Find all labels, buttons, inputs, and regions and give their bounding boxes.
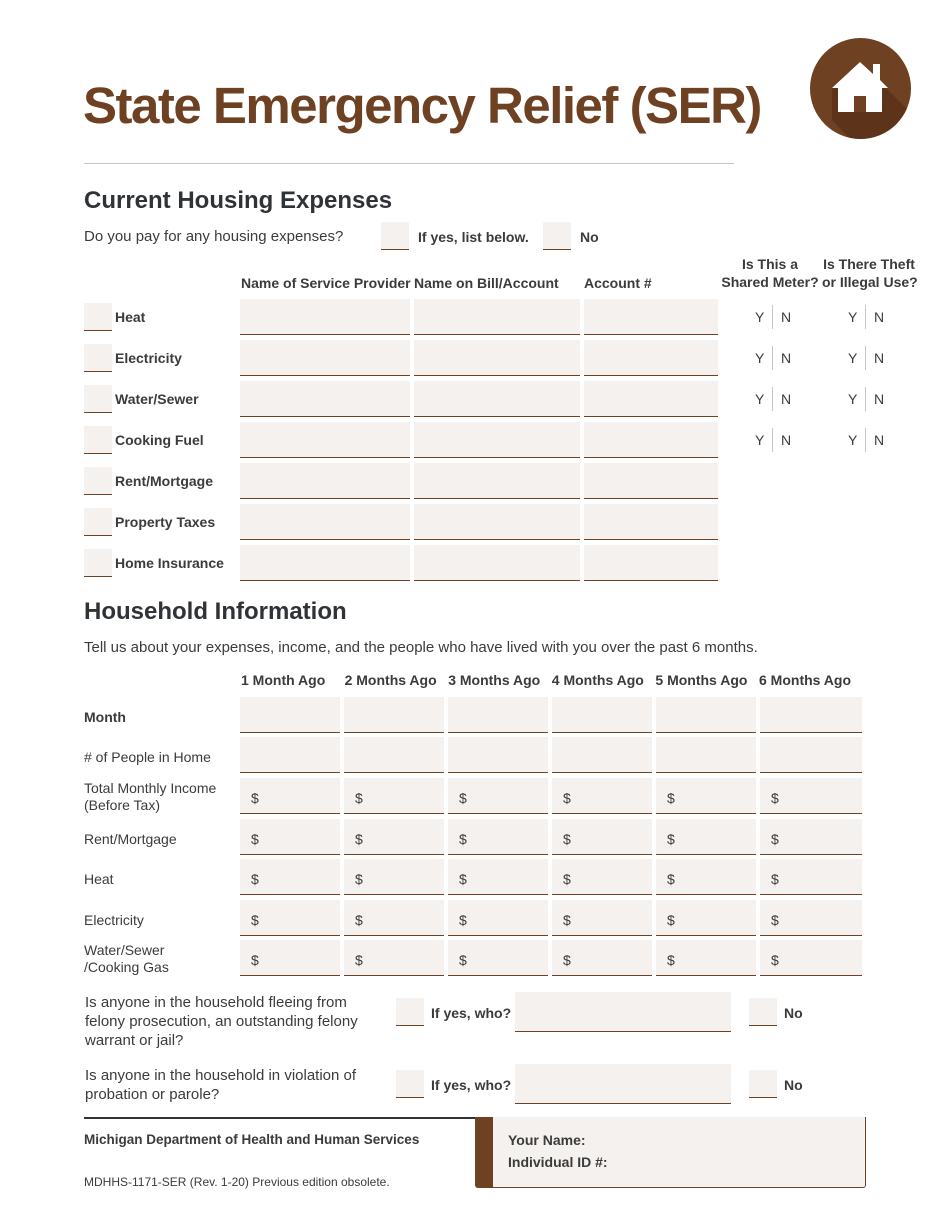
rent-mortgage-field-6[interactable]	[760, 819, 862, 855]
property-taxes-field-2[interactable]	[414, 504, 580, 540]
dollar-sign: $	[771, 830, 779, 847]
total-monthly-income-before-tax-field-1[interactable]	[240, 778, 340, 814]
individual-id-label: Individual ID #:	[508, 1154, 608, 1170]
total-monthly-income-before-tax-row	[240, 778, 862, 814]
electricity-field-5[interactable]	[656, 900, 756, 936]
dollar-sign: $	[355, 790, 363, 806]
household-intro: Tell us about your expenses, income, and the people who have lived with you over the past 6 months.	[84, 639, 758, 656]
question-1-text: Is anyone in the household fleeing from felony prosecution, an outstanding felony warrant or jail?	[85, 994, 358, 1049]
water-sewer-shared-meter-no[interactable]: N	[781, 391, 792, 407]
col-account-number: Account #	[584, 275, 652, 291]
dollar-sign: $	[563, 830, 571, 847]
heat-theft-yes[interactable]: Y	[848, 309, 858, 325]
dollar-sign: $	[251, 830, 259, 847]
electricity-field-1[interactable]	[240, 340, 410, 376]
month-header-4: 4 Months Ago	[551, 672, 644, 688]
electricity-label: Electricity	[115, 350, 182, 366]
rent-mortgage-row	[240, 819, 862, 855]
month-header-2: 2 Months Ago	[344, 672, 437, 688]
form-title: State Emergency Relief (SER)	[83, 77, 761, 134]
question-2-no-checkbox[interactable]	[749, 1070, 777, 1098]
property-taxes-field-3[interactable]	[584, 504, 718, 540]
electricity-shared-meter-yes[interactable]: Y	[755, 350, 765, 366]
department-name: Michigan Department of Health and Human Services	[84, 1132, 420, 1147]
col-service-provider: Name of Service Provider	[241, 275, 411, 291]
form-number: MDHHS-1171-SER (Rev. 1-20) Previous edition obsolete.	[84, 1175, 390, 1189]
dollar-sign: $	[667, 871, 675, 887]
heat-label: Heat	[115, 309, 146, 325]
people-row-label: # of People in Home	[84, 749, 211, 765]
housing-heading: Current Housing Expenses	[84, 187, 393, 214]
total-monthly-income-before-tax-field-3[interactable]	[448, 778, 548, 814]
electricity-field-4[interactable]	[552, 900, 652, 936]
dollar-sign: $	[251, 911, 259, 928]
rent-mortgage-checkbox[interactable]	[84, 467, 112, 495]
heat-field-2[interactable]	[344, 859, 444, 895]
dollar-sign: $	[771, 790, 779, 806]
housing-question: Do you pay for any housing expenses?	[84, 228, 344, 245]
total-monthly-income-before-tax-field-6[interactable]	[760, 778, 862, 814]
dollar-sign: $	[667, 830, 675, 847]
cooking-fuel-field-1[interactable]	[240, 422, 410, 458]
col-name-on-bill: Name on Bill/Account	[414, 275, 559, 291]
water-sewer-cooking-gas-field-6[interactable]	[760, 940, 862, 976]
dollar-sign: $	[355, 830, 363, 847]
id-box	[475, 1117, 866, 1188]
house-icon	[810, 38, 911, 139]
heat-field-1[interactable]	[240, 299, 410, 335]
dollar-sign: $	[563, 911, 571, 928]
yn-divider	[865, 346, 866, 370]
water-sewer-checkbox[interactable]	[84, 385, 112, 413]
heat-field-6[interactable]	[760, 859, 862, 895]
people-field-3[interactable]	[448, 737, 548, 773]
people-field-2[interactable]	[344, 737, 444, 773]
rent-mortgage-label: Rent/Mortgage	[115, 473, 213, 489]
housing-yes-checkbox[interactable]	[381, 222, 409, 250]
electricity-theft-no[interactable]: N	[874, 350, 885, 366]
rent-mortgage-field-1[interactable]	[240, 819, 340, 855]
title-divider	[84, 163, 734, 164]
question-2-text: Is anyone in the household in violation of probation or parole?	[85, 1067, 357, 1103]
cooking-fuel-theft-yes[interactable]: Y	[848, 432, 858, 448]
cooking-fuel-field-3[interactable]	[584, 422, 718, 458]
electricity-theft-yes[interactable]: Y	[848, 350, 858, 366]
month-row-label: Month	[84, 709, 126, 725]
heat-field-5[interactable]	[656, 859, 756, 895]
water-sewer-cooking-gas-field-2[interactable]	[344, 940, 444, 976]
housing-no-checkbox[interactable]	[543, 222, 571, 250]
rent-mortgage-field-1[interactable]	[240, 463, 410, 499]
rent-mortgage-field-2[interactable]	[414, 463, 580, 499]
electricity-field-3[interactable]	[448, 900, 548, 936]
heat-checkbox[interactable]	[84, 303, 112, 331]
question-1-yes-checkbox[interactable]	[396, 998, 424, 1026]
water-sewer-theft-no[interactable]: N	[874, 391, 885, 407]
water-sewer-field-1[interactable]	[240, 381, 410, 417]
month-header-6: 6 Months Ago	[759, 672, 852, 688]
water-sewer-shared-meter-yes[interactable]: Y	[755, 391, 765, 407]
electricity-field-2[interactable]	[414, 340, 580, 376]
yn-divider	[865, 428, 866, 452]
your-name-label: Your Name:	[508, 1132, 586, 1148]
dollar-sign: $	[251, 871, 259, 887]
cooking-fuel-shared-meter-no[interactable]: N	[781, 432, 792, 448]
water-sewer-cooking-gas-field-3[interactable]	[448, 940, 548, 976]
cooking-fuel-checkbox[interactable]	[84, 426, 112, 454]
dollar-sign: $	[355, 952, 363, 968]
dollar-sign: $	[459, 871, 467, 887]
water-sewer-theft-yes[interactable]: Y	[848, 391, 858, 407]
yn-divider	[772, 346, 773, 370]
water-sewer-label: Water/Sewer	[115, 391, 199, 407]
electricity-field-3[interactable]	[584, 340, 718, 376]
water-sewer-field-2[interactable]	[414, 381, 580, 417]
cooking-fuel-theft-no[interactable]: N	[874, 432, 885, 448]
heat-field-3[interactable]	[584, 299, 718, 335]
dollar-sign: $	[459, 911, 467, 928]
month-row	[240, 697, 862, 733]
property-taxes-field-1[interactable]	[240, 504, 410, 540]
total-monthly-income-before-tax-label: Total Monthly Income (Before Tax)	[84, 780, 217, 813]
month-header-5: 5 Months Ago	[655, 672, 748, 688]
dollar-sign: $	[771, 952, 779, 968]
heat-field-3[interactable]	[448, 859, 548, 895]
total-monthly-income-before-tax-field-5[interactable]	[656, 778, 756, 814]
dollar-sign: $	[355, 871, 363, 887]
dollar-sign: $	[667, 952, 675, 968]
rent-mortgage-field-3[interactable]	[584, 463, 718, 499]
dollar-sign: $	[667, 911, 675, 928]
dollar-sign: $	[563, 952, 571, 968]
rent-mortgage-label: Rent/Mortgage	[84, 830, 177, 847]
people-field-6[interactable]	[760, 737, 862, 773]
dollar-sign: $	[771, 911, 779, 928]
water-sewer-cooking-gas-field-1[interactable]	[240, 940, 340, 976]
total-monthly-income-before-tax-field-4[interactable]	[552, 778, 652, 814]
dollar-sign: $	[771, 871, 779, 887]
dollar-sign: $	[459, 952, 467, 968]
month-header-3: 3 Months Ago	[448, 672, 541, 688]
people-row	[240, 737, 862, 773]
heat-theft-no[interactable]: N	[874, 309, 885, 325]
col-theft: Is There Theft or Illegal Use?	[822, 256, 918, 290]
water-sewer-cooking-gas-label: Water/Sewer /Cooking Gas	[84, 942, 169, 975]
electricity-shared-meter-no[interactable]: N	[781, 350, 792, 366]
dollar-sign: $	[563, 871, 571, 887]
dollar-sign: $	[459, 830, 467, 847]
question-2-yes-checkbox[interactable]	[396, 1070, 424, 1098]
property-taxes-label: Property Taxes	[115, 514, 216, 530]
home-insurance-field-1[interactable]	[240, 545, 410, 581]
yn-divider	[772, 387, 773, 411]
people-field-5[interactable]	[656, 737, 756, 773]
rent-mortgage-field-2[interactable]	[344, 819, 444, 855]
col-shared-meter: Is This a Shared Meter?	[721, 256, 819, 290]
question-1-yes-label: If yes, who?	[431, 1005, 512, 1021]
dollar-sign: $	[251, 952, 259, 968]
heat-shared-meter-yes[interactable]: Y	[755, 309, 765, 325]
cooking-fuel-field-2[interactable]	[414, 422, 580, 458]
electricity-field-1[interactable]	[240, 900, 340, 936]
rent-mortgage-field-3[interactable]	[448, 819, 548, 855]
home-insurance-field-3[interactable]	[584, 545, 718, 581]
month-field-6[interactable]	[760, 697, 862, 733]
question-1-no-checkbox[interactable]	[749, 998, 777, 1026]
month-field-3[interactable]	[448, 697, 548, 733]
home-insurance-checkbox[interactable]	[84, 549, 112, 577]
electricity-label: Electricity	[84, 911, 144, 928]
heat-field-1[interactable]	[240, 859, 340, 895]
heat-field-4[interactable]	[552, 859, 652, 895]
yn-divider	[865, 387, 866, 411]
dollar-sign: $	[355, 911, 363, 928]
water-sewer-field-3[interactable]	[584, 381, 718, 417]
electricity-row	[240, 900, 862, 936]
rent-mortgage-field-5[interactable]	[656, 819, 756, 855]
property-taxes-checkbox[interactable]	[84, 508, 112, 536]
yn-divider	[772, 305, 773, 329]
water-sewer-cooking-gas-field-5[interactable]	[656, 940, 756, 976]
question-2-no-label: No	[784, 1077, 803, 1093]
dollar-sign: $	[563, 790, 571, 806]
housing-yes-label: If yes, list below.	[418, 229, 529, 245]
month-field-5[interactable]	[656, 697, 756, 733]
housing-no-label: No	[580, 229, 599, 245]
question-1-no-label: No	[784, 1005, 803, 1021]
month-field-4[interactable]	[552, 697, 652, 733]
question-2-who-input[interactable]	[515, 1064, 731, 1104]
dollar-sign: $	[459, 790, 467, 806]
month-field-1[interactable]	[240, 697, 340, 733]
month-header-1: 1 Month Ago	[241, 672, 326, 688]
rent-mortgage-field-4[interactable]	[552, 819, 652, 855]
heat-label: Heat	[84, 871, 114, 887]
cooking-fuel-label: Cooking Fuel	[115, 432, 204, 448]
month-field-2[interactable]	[344, 697, 444, 733]
total-monthly-income-before-tax-field-2[interactable]	[344, 778, 444, 814]
heat-field-2[interactable]	[414, 299, 580, 335]
water-sewer-cooking-gas-field-4[interactable]	[552, 940, 652, 976]
electricity-field-6[interactable]	[760, 900, 862, 936]
heat-shared-meter-no[interactable]: N	[781, 309, 792, 325]
yn-divider	[772, 428, 773, 452]
household-heading: Household Information	[84, 598, 347, 625]
yn-divider	[865, 305, 866, 329]
home-insurance-label: Home Insurance	[115, 555, 224, 571]
question-1-who-input[interactable]	[515, 992, 731, 1032]
dollar-sign: $	[667, 790, 675, 806]
electricity-field-2[interactable]	[344, 900, 444, 936]
cooking-fuel-shared-meter-yes[interactable]: Y	[755, 432, 765, 448]
people-field-1[interactable]	[240, 737, 340, 773]
dollar-sign: $	[251, 790, 259, 806]
people-field-4[interactable]	[552, 737, 652, 773]
electricity-checkbox[interactable]	[84, 344, 112, 372]
question-2-yes-label: If yes, who?	[431, 1077, 512, 1093]
home-insurance-field-2[interactable]	[414, 545, 580, 581]
heat-row	[240, 859, 862, 895]
water-sewer-cooking-gas-row	[240, 940, 862, 976]
